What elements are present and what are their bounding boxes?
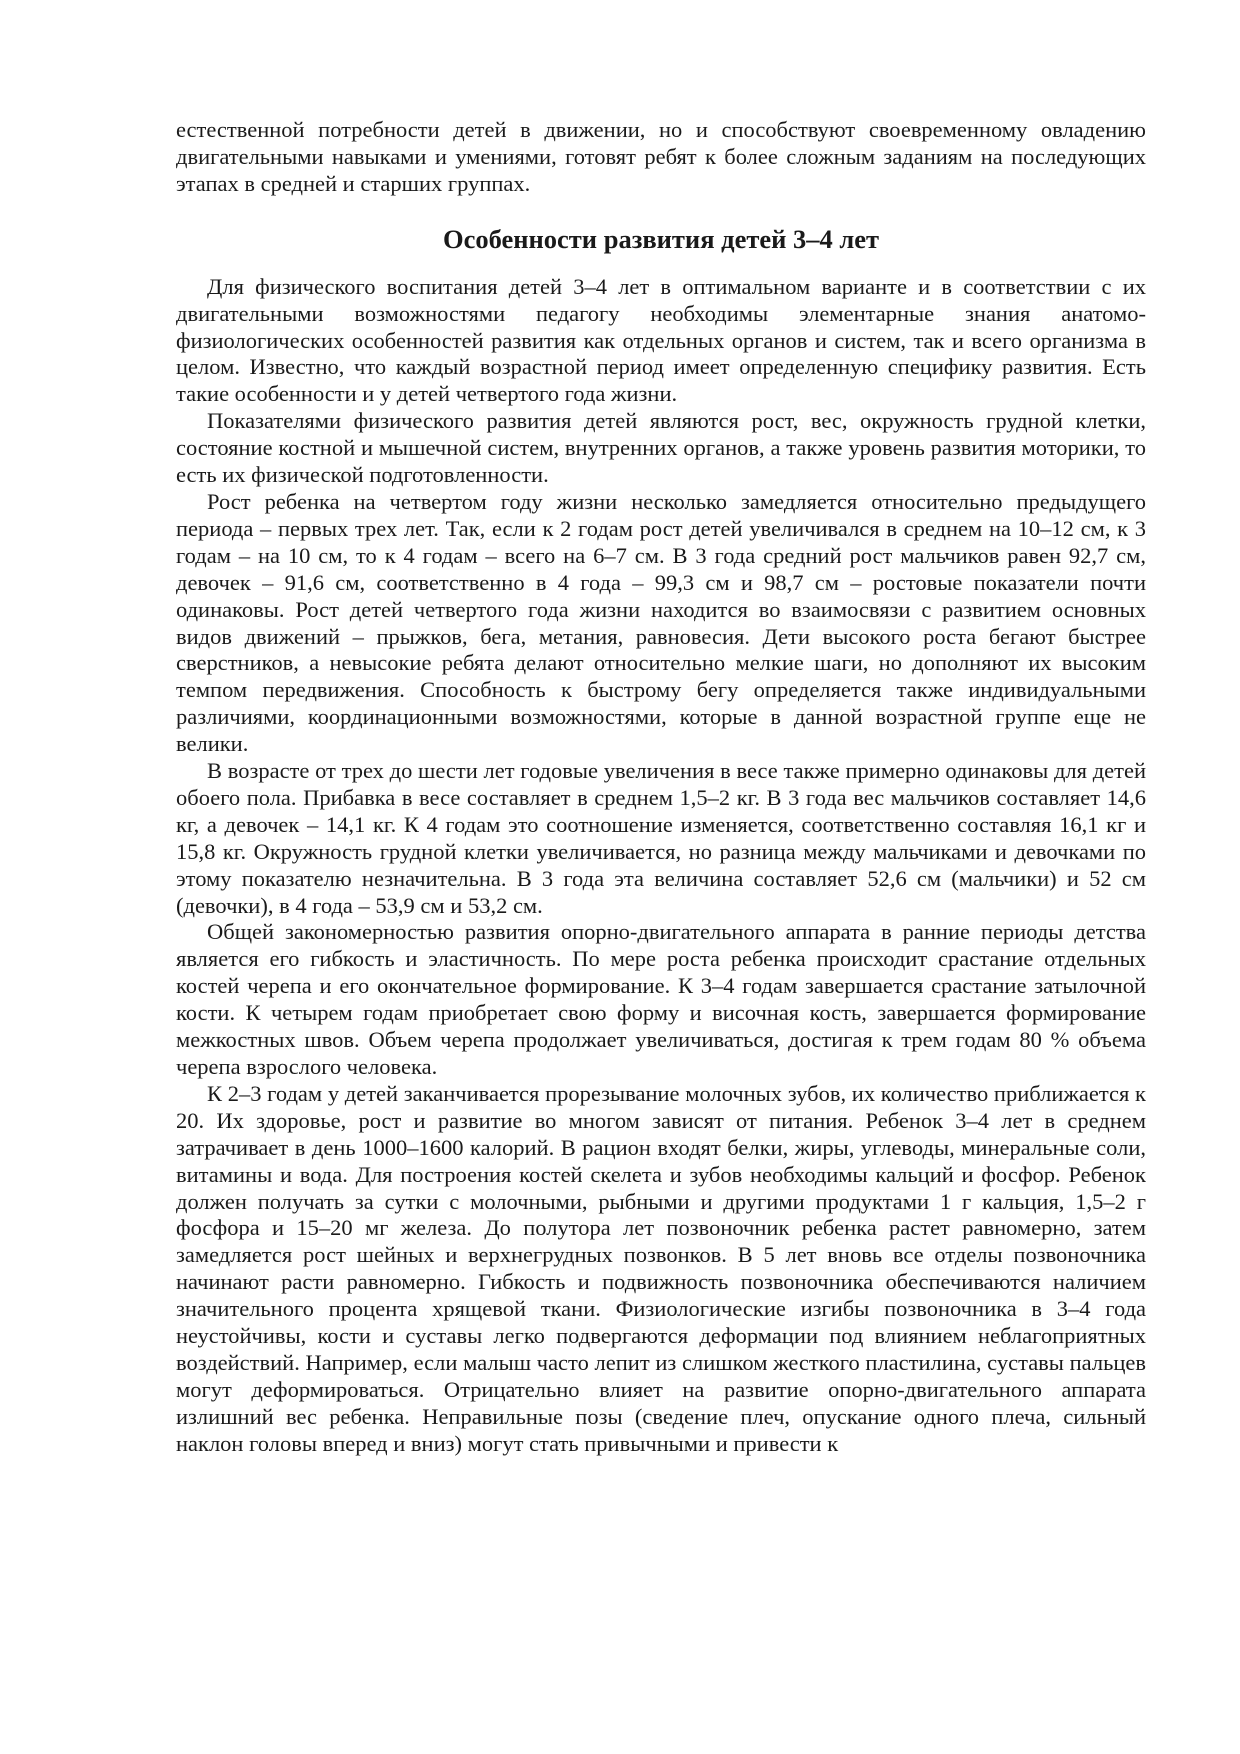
intro-paragraph: естественной потребности детей в движении, но и способствуют своевременному овладению двигательными навыками и умениями, готовят ребят к более сложным заданиям на последующих этапах в средней и старших группах.	[176, 117, 1146, 196]
paragraph-3: Рост ребенка на четвертом году жизни несколько замедляется относительно предыдущего периода – первых трех лет. Так, если к 2 годам рост детей увеличивался в среднем на 10–12 см, к 3 годам – на 10 см, то к 4 годам – всего на 6–7 см. В 3 года средний рост мальчиков равен 92,7 см, девочек – 91,6 см, соответственно в 4 года – 99,3 см и 98,7 см – ростовые показатели почти одинаковы. Рост детей четвертого года жизни находится во взаимосвязи с развитием основных видов движений – прыжков, бега, метания, равновесия. Дети высокого роста бегают быстрее сверстников, а невысокие ребята делают относительно мелкие шаги, но дополняют их высоким темпом передвижения. Способность к быстрому бегу определяется также индивидуальными различиями, координационными возможностями, которые в данной возрастной группе еще не велики.	[176, 488, 1146, 757]
paragraph-4: В возрасте от трех до шести лет годовые увеличения в весе также примерно одинаковы для детей обоего пола. Прибавка в весе составляет в среднем 1,5–2 кг. В 3 года вес мальчиков составляет 14,6 кг, а девочек – 14,1 кг. К 4 годам это соотношение изменяется, соответственно составляя 16,1 кг и 15,8 кг. Окружность грудной клетки увеличивается, но разница между мальчиками и девочками по этому показателю незначительна. В 3 года эта величина составляет 52,6 см (мальчики) и 52 см (девочки), в 4 года – 53,9 см и 53,2 см.	[176, 758, 1146, 918]
section-heading: Особенности развития детей 3–4 лет	[442, 223, 880, 254]
paragraph-6: К 2–3 годам у детей заканчивается прорезывание молочных зубов, их количество приближается к 20. Их здоровье, рост и развитие во многом зависят от питания. Ребенок 3–4 лет в среднем затрачивает в день 1000–1600 калорий. В рацион входят белки, жиры, углеводы, минеральные соли, витамины и вода. Для построения костей скелета и зубов необходимы кальций и фосфор. Ребенок должен получать за сутки с молочными, рыбными и другими продуктами 1 г кальция, 1,5–2 г фосфора и 15–20 мг железа. До полутора лет позвоночник ребенка растет равномерно, затем замедляется рост шейных и верхнегрудных позвонков. В 5 лет вновь все отделы позвоночника начинают расти равномерно. Гибкость и подвижность позвоночника обеспечиваются наличием значительного процента хрящевой ткани. Физиологические изгибы позвоночника в 3–4 года неустойчивы, кости и суставы легко подвергаются деформации под влиянием неблагоприятных воздействий. Например, если малыш часто лепит из слишком жесткого пластилина, суставы пальцев могут деформироваться. Отрицательно влияет на развитие опорно-двигательного аппарата излишний вес ребенка. Неправильные позы (сведение плеч, опускание одного плеча, сильный наклон головы вперед и вниз) могут стать привычными и привести к	[176, 1080, 1146, 1456]
paragraph-2: Показателями физического развития детей являются рост, вес, окружность грудной клетки, состояние костной и мышечной систем, внутренних органов, а также уровень развития моторики, то есть их физической подготовленности.	[176, 408, 1146, 488]
paragraph-5: Общей закономерностью развития опорно-двигательного аппарата в ранние периоды детства является его гибкость и эластичность. По мере роста ребенка происходит срастание отдельных костей черепа и его окончательное формирование. К 3–4 годам завершается срастание затылочной кости. К четырем годам приобретает свою форму и височная кость, завершается формирование межкостных швов. Объем черепа продолжает увеличиваться, достигая к трем годам 80 % объема черепа взрослого человека.	[176, 919, 1146, 1079]
paragraph-1: Для физического воспитания детей 3–4 лет в оптимальном варианте и в соответствии с их двигательными возможностями педагогу необходимы элементарные знания анатомо-физиологических особенностей развития как отдельных органов и систем, так и всего организма в целом. Известно, что каждый возрастной период имеет определенную специфику развития. Есть такие особенности и у детей четвертого года жизни.	[176, 273, 1146, 407]
